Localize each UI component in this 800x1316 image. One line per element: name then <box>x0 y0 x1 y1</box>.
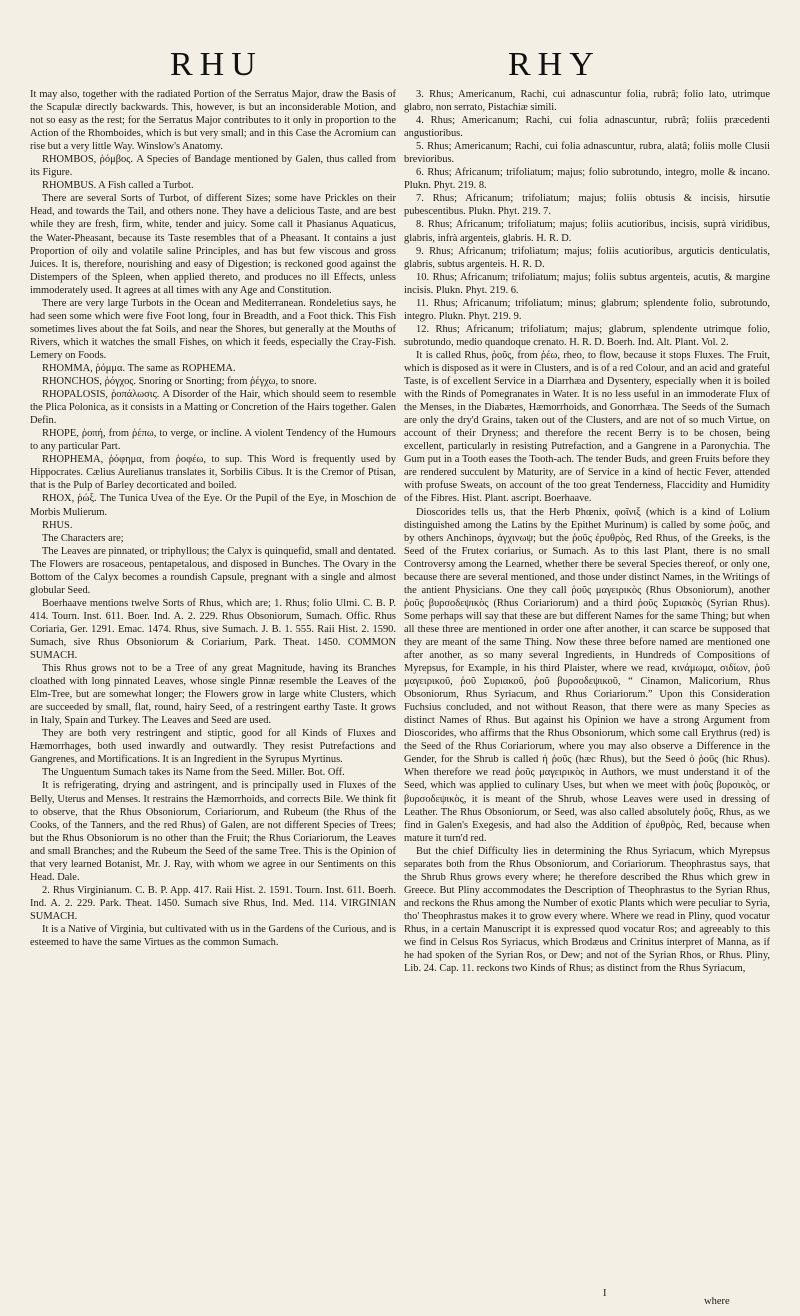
paragraph: 3. Rhus; Americanum, Rachi, cui adnascuntur folia, rubrâ; folio lato, utrimque glabro, non serrato, Pistachiæ simili. <box>404 89 770 114</box>
paragraph: RHOX, ῥώξ. The Tunica Uvea of the Eye. Or the Pupil of the Eye, in Moschion de Morbis Mulierum. <box>30 493 396 518</box>
paragraph: 8. Rhus; Africanum; trifoliatum; majus; foliis acutioribus, incisis, suprà viridibus, glabris, infrà argenteis, glabris. H. R. D. <box>404 219 770 244</box>
paragraph: It is a Native of Virginia, but cultivated with us in the Gardens of the Curious, and is esteemed to have the same Virtues as the common Sumach. <box>30 924 396 949</box>
paragraph: It may also, together with the radiated Portion of the Serratus Major, draw the Basis of the Scapulæ directly backwards. This, however, is but an inconsiderable Motion, and not so easy as the rest; for the Serratus Major contributes to it only in proportion to the Action of the Rhomboides, which is but very small; and in this Case the Acromium can rise but a very little Way. Winslow's Anatomy. <box>30 89 396 153</box>
paragraph: 2. Rhus Virginianum. C. B. P. App. 417. Raii Hist. 2. 1591. Tourn. Inst. 611. Boerh. Ind. A. 2. 229. Park. Theat. 1450. Sumach sive Rhus, Ind. Med. 114. VIRGINIAN SUMACH. <box>30 884 396 922</box>
paragraph: RHOMMA, ῥόμμα. The same as ROPHEMA. <box>42 362 236 374</box>
paragraph: RHOMBUS. A Fish called a Turbot. <box>42 180 194 192</box>
paragraph: Boerhaave mentions twelve Sorts of Rhus, which are; 1. Rhus; folio Ulmi. C. B. P. 414. Tourn. Inst. 611. Boer. Ind. A. 2. 229. Rhus Obsoniorum, Sumach. Offic. Rhus Coriaria, Ger. 1291. Emac. 1474. Rhus, sive Sumach. J. B. 1. 555. Raii Hist. 2. 1590. Sumach, sive Rhus Obsoniorum & Coriarium, Park. Theat. 1450. COMMON SUMACH. <box>30 597 396 662</box>
catchword: where <box>704 1296 730 1307</box>
paragraph: Dioscorides tells us, that the Herb Phœnix, φοῖνιξ (which is a kind of Lolium distinguished among the Latins by the Epithet Murinum) is called by some ῥοῦς, and by others Anchinops, ἀγχινωψ; but the ῥοῦς ἐρυθρὸς, Red Rhus, of the Greeks, is the Seed of the Frutex coriarius, or Sumach. As to this last Plant, there is no small Controversy among the Learned, whether there be several Species thereof, or only one, because there are several mentioned, and those under distinct Names, in the Writings of the antient Physicians. One they call ῥοῦς μαγειρικὸς (Rhus Obsoniorum), another ῥοῦς βυρσοδεψικὸς (Rhus Coriariorum) and a third ῥοῦς Συριακὸς (Syrian Rhus). Some perhaps will say that these are but different Names for the same Thing; but when all these three are mentioned in order one after another, it can scarce be supposed that they are meant of the same Thing. Now these three before named are mentioned one after another, as so many several Ingredients, in Hundreds of Compositions of Myrepsus, for Example, in his third Plaister, where we read, κινάμωμα, σιδίων, ῥοῦ μαγειρικοῦ, ῥοῦ Συριακοῦ, ῥοῦ βυρσοδεψικοῦ, “ Cinamon, Malicorium, Rhus Obsoniorum, Rhus Syriacum, and Rhus Coriariorum.” Upon this Consideration Fuchsius concluded, and not without Reason, that there were as many Species as distinct Names of Rhus. But against his Opinion we have a strong Argument from Dioscorides, who affirms that the Rhus Obsoniorum, which some call Erythrus (red) is the Seed of the Rhus Coriariorum, where you may also observe a Difference in the Gender, for the Shrub is called ἡ ῥοῦς (hæc Rhus), but the Seed ὁ ῥοῦς (hic Rhus). When therefore we read ῥοῦς μαγειρικὸς in Authors, we must understand it of the Seed, which was applied to culinary Uses, but when we meet with ῥοῦς βυρσικὸς, or βυρσοδεψικὸς, it is meant of the Shrub, whose Leaves were used in dressing of Leather. The Rhus Obsoniorum, or Seed, was also called absolutely ῥοῦς, Rhus, as we find in Galen's Exegesis, and had also the Addition of ἐρυθρὸς, Red, because when mature it turn'd red. <box>404 506 770 844</box>
paragraph: They are both very restringent and stiptic, good for all Kinds of Fluxes and Hæmorrhages, both used inwardly and outwardly. They resist Putrefactions and Gangrenes, and Mortifications. It is an Ingredient in the Syrupus Myrtinus. <box>30 728 396 766</box>
paragraph: RHOPALOSIS, ῥοπάλωσις. A Disorder of the Hair, which should seem to resemble the Plica Polonica, as it consists in a Matting or Concretion of the Hairs together. Galen Defin. <box>30 389 396 427</box>
running-head-left: RHU <box>170 46 263 83</box>
paragraph: RHOPHEMA, ῥόφημα, from ῥοφέω, to sup. This Word is frequently used by Hippocrates. Cælius Aurelianus translates it, Sorbilis Cibus. It is the Cremor of Ptisan, that is the Pulp of Barley decorticated and boiled. <box>30 454 396 492</box>
paragraph: 6. Rhus; Africanum; trifoliatum; majus; folio subrotundo, integro, molle & incano. Plukn. Phyt. 219. 8. <box>404 167 770 192</box>
running-head-right: RHY <box>508 46 601 83</box>
paragraph: 7. Rhus; Africanum; trifoliatum; majus; foliis obtusis & incisis, hirsutie pubescentibus. Plukn. Phyt. 219. 7. <box>404 193 770 218</box>
paragraph: 4. Rhus; Americanum; Rachi, cui folia adnascuntur, rubrâ; foliis præcedenti angustioribus. <box>404 115 770 140</box>
paragraph: There are several Sorts of Turbot, of different Sizes; some have Prickles on their Head, and towards the Tail, and others none. They have a delicious Taste, and are best while they are fresh, firm, white, tender and juicy. Some call it Phasianus Aquaticus, the Water-Pheasant, because its Taste resembles that of a Pheasant. It contains a just Proportion of oily and volatile saline Principles, and has but few viscous and gross Juices. It is, therefore, nourishing and easy of Digestion; is reckoned good against the Distempers of the Spleen, when applied thereto, and produces no ill Effects, unless immoderately used. It agrees at all times with any Age and Constitution. <box>30 193 396 296</box>
paragraph: 12. Rhus; Africanum; trifoliatum; majus; glabrum, splendente utrimque folio, subrotundo, medio quandoque crenato. H. R. D. Boerh. Ind. Alt. Plant. Vol. 2. <box>404 323 770 348</box>
paragraph: It is called Rhus, ῥοῦς, from ῥέω, rheo, to flow, because it stops Fluxes. The Fruit, which is disposed as it were in Clusters, and is of a red Colour, and an acid and grateful Taste, is of excellent Service in a Diarrhæa and Dysentery, especially when it is boiled with the Rinds of Pomegranates in Water. It is no less useful in an immoderate Flux of the Menses, in the Diabætes, Hæmorrhoids, and Gonorrhæa. The Seeds of the Sumach are only the dry'd Grains, taken out of the Clusters, and are not of so much Virtue, on account of their Dryness; and therefore the recent Berry is to be chosen, being excellent, particularly in resisting Putrefaction, and a Gangrene in a Paronychia. The Gum put in a Tooth eases the Tooth-ach. The tender Buds, and green Fruits before they are rendered succulent by Maturity, are of Service in a kind of hectic Fever, attended with profuse Sweats, on account of the too great Tenderness, Flaccidity and Humidity of the Fibres. Hist. Plant. ascript. Boerhaave. <box>404 349 770 505</box>
paragraph: 11. Rhus; Africanum; trifoliatum; minus; glabrum; splendente folio, subrotundo, integro. Plukn. Phyt. 219. 9. <box>404 297 770 322</box>
paragraph: RHUS. <box>42 519 73 531</box>
paragraph: The Characters are; <box>42 532 124 544</box>
signature-mark: I <box>603 1288 607 1299</box>
paragraph: 10. Rhus; Africanum; trifoliatum; majus; foliis subtus argenteis, acutis, & margine incisis. Plukn. Phyt. 219. 6. <box>404 271 770 296</box>
paragraph: 9. Rhus; Africanum; trifoliatum; majus; foliis acutioribus, arguticis denticulatis, glabris, subtus argenteis. H. R. D. <box>404 245 770 270</box>
paragraph: RHONCHOS, ῥόγχος. Snoring or Snorting; from ῥέγχω, to snore. <box>42 376 317 388</box>
left-column <box>30 88 396 949</box>
paragraph: This Rhus grows not to be a Tree of any great Magnitude, having its Branches cloathed with long pinnated Leaves, whose single Pinnæ resemble the Leaves of the Elm-Tree, but are somewhat longer; the Flowers grow in large white Clusters, which are succeeded by small, flat, round, hairy Seed, of a restringent earthy Taste. It grows in Italy, Spain and Turkey. The Leaves and Seed are used. <box>30 663 396 727</box>
paragraph: RHOPE, ῥοπή, from ῥέπω, to verge, or incline. A violent Tendency of the Humours to any particular Part. <box>30 428 396 453</box>
paragraph: The Leaves are pinnated, or triphyllous; the Calyx is quinquefid, small and dentated. The Flowers are rosaceous, pentapetalous, and disposed in Bunches. The Ovary in the Bottom of the Calyx becomes a roundish Capsule, pregnant with a single and almost globular Seed. <box>30 545 396 596</box>
paragraph: The Unguentum Sumach takes its Name from the Seed. Miller. Bot. Off. <box>42 767 345 779</box>
paragraph: RHOMBOS, ῥόμβος. A Species of Bandage mentioned by Galen, thus called from its Figure. <box>30 154 396 179</box>
paragraph: 5. Rhus; Americanum; Rachi, cui folia adnascuntur, rubra, alatâ; foliis molle Clusii brevioribus. <box>404 141 770 166</box>
right-column <box>404 88 770 975</box>
paragraph: It is refrigerating, drying and astringent, and is principally used in Fluxes of the Belly, Uterus and Menses. It restrains the Hæmorrhoids, and corrects Bile. We think fit to observe, that the Rhus Obsoniorum, Coriariorum, and Rubeum (the Rhus of the Cooks, of the Tanners, and the red Rhus) of Galen, are not different Species of Trees; but the Rhus Obsoniorum is no other than the Fruit; the Rhus Coriariorum, the Leaves and small Branches; and the Rubeum the Seed of the same Tree. This is the Opinion of that very learned Botanist, Mr. J. Ray, with whom we agree in our Sentiments on this Head. Dale. <box>30 780 396 883</box>
paragraph: There are very large Turbots in the Ocean and Mediterranean. Rondeletius says, he had seen some which were five Foot long, four in Breadth, and a Foot thick. This Fish sometimes lives about the fat Soils, and near the Shores, but generally at the Mouths of Rivers, which it watches the small Fishes, on which it feeds, especially the Cray-Fish. Lemery on Foods. <box>30 297 396 361</box>
paragraph: But the chief Difficulty lies in determining the Rhus Syriacum, which Myrepsus separates both from the Rhus Obsoniorum, and Coriariorum. Theophrastus says, that the Shrub Rhus grows every where; he therefore described the Rhus which grew in Greece. But Pliny accommodates the Description of Theophrastus to the Syrian Rhus, and reckons the Rhus among the Number of exotic Plants which were peculiar to Syria, tho' Theophrastus makes it to grow every where. Where we read in Pliny, quod vocatur Rhus, in a certain Manuscript it is expressed quod vocatur Ros; and agreeably to this we find in Celsus Ros Syriacus, which Brodæus and Crinitus interpret of Manna, as if he had spoken of the Syrian Ros, or Dew; and not of the Syrian Rhos, or Rhus. Pliny, Lib. 24. Cap. 11. reckons two Kinds of Rhus; as distinct from the Rhus Syriacum, <box>404 845 770 975</box>
